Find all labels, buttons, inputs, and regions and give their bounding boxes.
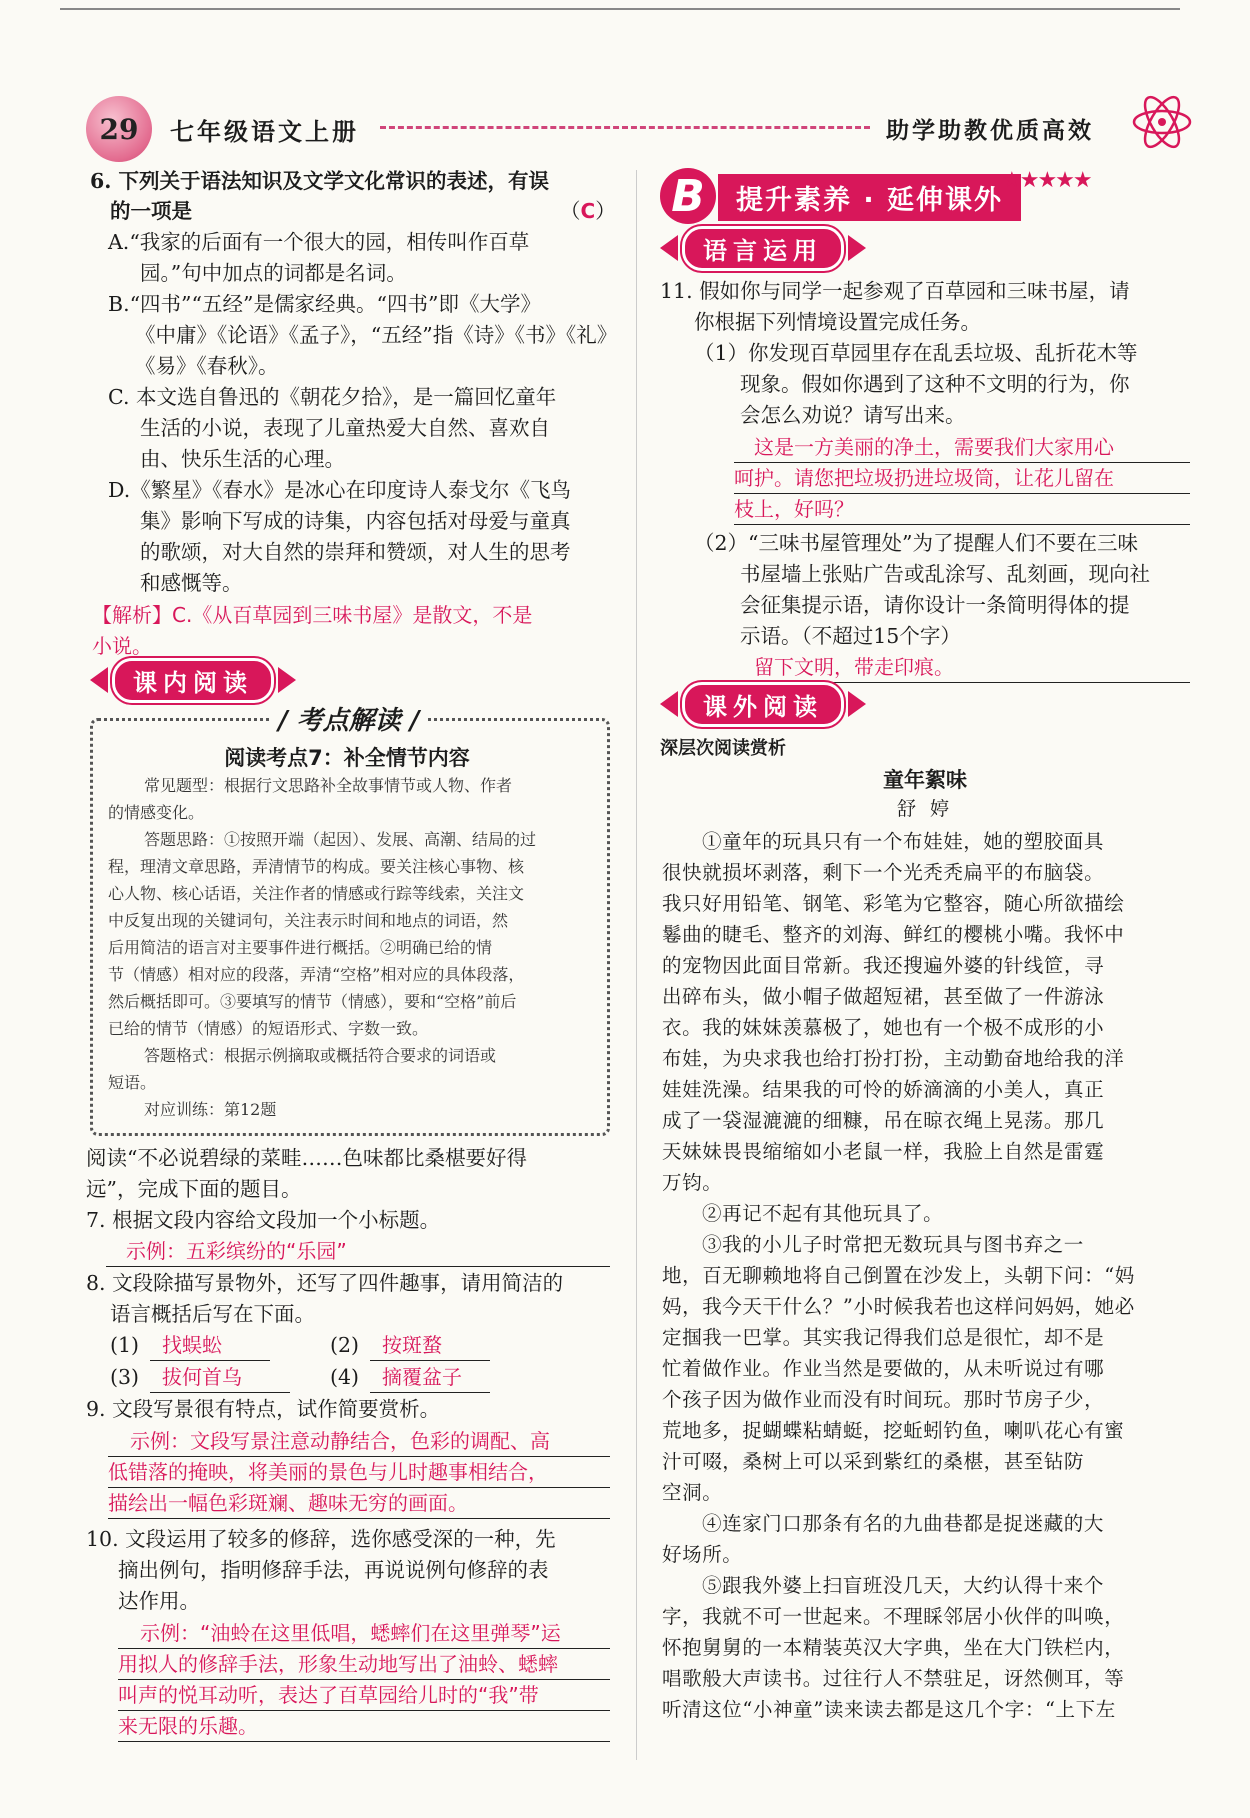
- q8-stem-line1: 8. 文段除描写景物外，还写了四件趣事，请用简洁的: [86, 1271, 564, 1295]
- essay-line: 忙着做作业。作业当然是要做的，从未听说过有哪: [662, 1357, 1105, 1380]
- essay-line: ②再记不起有其他玩具了。: [702, 1202, 944, 1225]
- section-label: 课内阅读: [112, 658, 274, 703]
- stars-decoration-icon: ★★★★★: [1002, 168, 1091, 193]
- reading-intro-line1: 阅读“不必说碧绿的菜畦……色味都比桑椹要好得: [86, 1146, 527, 1170]
- q8-answer-1: 找蜈蚣: [150, 1330, 270, 1361]
- q9-answer-line2: 低错落的掩映，将美丽的景色与儿时趣事相结合，: [108, 1457, 610, 1488]
- q9-answer-line3: 描绘出一幅色彩斑斓、趣味无穷的画面。: [108, 1488, 610, 1519]
- column-divider: [636, 170, 637, 1760]
- essay-line: 字，我就不可一世起来。不理睬邻居小伙伴的叫唤，: [662, 1605, 1125, 1628]
- essay-line: 成了一袋湿漉漉的细糠，吊在晾衣绳上晃荡。那几: [662, 1109, 1105, 1132]
- kaodian-line: 已给的情节（情感）的短语形式、字数一致。: [108, 1019, 429, 1038]
- arrow-right-icon: [278, 667, 296, 693]
- essay-line: 定掴我一巴掌。其实我记得我们总是很忙，却不是: [662, 1326, 1105, 1349]
- q6-analysis-line1: 【解析】C.《从百草园到三味书屋》是散文，不是: [92, 603, 533, 627]
- kaodian-line: 节（情感）相对应的段落，弄清“空格”相对应的具体段落，: [108, 965, 525, 984]
- essay-line: 听清这位“小神童”读来读去都是这几个字：“上下左: [662, 1698, 1116, 1721]
- q6-option-c-line2: 生活的小说，表现了儿童热爱大自然、喜欢自: [140, 416, 550, 440]
- q6-analysis-line2: 小说。: [92, 634, 152, 658]
- q11-1-answer-line3: 枝上，好吗？: [734, 494, 1190, 525]
- arrow-left-icon: [660, 691, 678, 717]
- essay-line: 的宠物因此面目常新。我还搜遍外婆的针线笸，寻: [662, 954, 1105, 977]
- essay-title: 童年絮味: [883, 768, 967, 792]
- kaodian-line: 然后概括即可。③要填写的情节（情感），要和“空格”前后: [108, 992, 517, 1011]
- section-label: 课外阅读: [682, 682, 844, 727]
- q11-1-answer-line2: 呵护。请您把垃圾扔进垃圾筒，让花儿留在: [734, 463, 1190, 494]
- header-motto: 助学助教优质高效: [886, 117, 1094, 144]
- q11-stem-line2: 你根据下列情境设置完成任务。: [694, 310, 981, 334]
- essay-author: 舒 婷: [896, 798, 954, 820]
- q11-2-line2: 书屋墙上张贴广告或乱涂写、乱刻画，现向社: [740, 562, 1150, 586]
- q10-stem-line2: 摘出例句，指明修辞手法，再说说例句修辞的表: [118, 1558, 549, 1582]
- q6-option-d-line1: D.《繁星》《春水》是冰心在印度诗人泰戈尔《飞鸟: [108, 478, 571, 502]
- section-tab-in-class-reading: [90, 660, 296, 700]
- essay-line: 我只好用铅笔、钢笔、彩笔为它整容，随心所欲描绘: [662, 892, 1125, 915]
- q11-1-line1: （1）你发现百草园里存在乱丢垃圾、乱折花木等: [694, 341, 1138, 365]
- q11-stem-line1: 11. 假如你与同学一起参观了百草园和三味书屋，请: [660, 279, 1130, 303]
- q6-answer-bracket: （C）: [560, 199, 616, 223]
- q6-option-b-line1: B.“四书”“五经”是儒家经典。“四书”即《大学》: [108, 292, 541, 316]
- arrow-left-icon: [90, 667, 108, 693]
- top-rule: [60, 8, 1180, 10]
- q6-option-a-line2: 园。”句中加点的词都是名词。: [140, 261, 407, 285]
- reading-intro-line2: 远”，完成下面的题目。: [86, 1177, 302, 1201]
- q6-option-d-line3: 的歌颂，对大自然的崇拜和赞颂，对人生的思考: [140, 540, 571, 564]
- essay-line: ⑤跟我外婆上扫盲班没几天，大约认得十来个: [702, 1574, 1105, 1597]
- q11-1-answer-line1: 这是一方美丽的净土，需要我们大家用心: [734, 432, 1190, 463]
- kaodian-line: 的情感变化。: [108, 803, 205, 822]
- q7-answer: 示例：五彩缤纷的“乐园”: [106, 1236, 610, 1267]
- essay-line: 鬈曲的睫毛、整齐的刘海、鲜红的樱桃小嘴。我怀中: [662, 923, 1125, 946]
- section-b-banner: [660, 168, 716, 224]
- essay-line: 好场所。: [662, 1543, 743, 1566]
- q9-answer-line1: 示例：文段写景注意动静结合，色彩的调配、高: [108, 1426, 610, 1457]
- essay-line: 地，百无聊赖地将自己倒置在沙发上，头朝下问：“妈: [662, 1264, 1135, 1287]
- q6-option-a-line1: A.“我家的后面有一个很大的园，相传叫作百草: [108, 230, 530, 254]
- q8-stem-line2: 语言概括后写在下面。: [110, 1302, 315, 1326]
- arrow-right-icon: [848, 691, 866, 717]
- section-label: 语言运用: [682, 226, 844, 271]
- page-number: 29: [99, 112, 139, 146]
- kaodian-line: 对应训练：第12题: [144, 1100, 277, 1119]
- essay-line: 出碎布头，做小帽子做超短裙，甚至做了一件游泳: [662, 985, 1105, 1008]
- q10-answer-line3: 叫声的悦耳动听，表达了百草园给儿时的“我”带: [118, 1680, 610, 1711]
- section-tab-language-use: [660, 228, 866, 268]
- q10-stem-line3: 达作用。: [118, 1589, 200, 1613]
- essay-line: 荒地多，捉蝴蝶粘蜻蜓，挖蚯蚓钓鱼，喇叭花心有蜜: [662, 1419, 1125, 1442]
- essay-line: 很快就损坏剥落，剩下一个光秃秃扁平的布脑袋。: [662, 861, 1105, 884]
- q10-answer-line2: 用拟人的修辞手法，形象生动地写出了油蛉、蟋蟀: [118, 1649, 610, 1680]
- q6-option-b-line2: 《中庸》《论语》《孟子》，“五经”指《诗》《书》《礼》: [135, 323, 618, 347]
- essay-line: 布娃，为央求我也给打扮打扮，主动勤奋地给我的洋: [662, 1047, 1125, 1070]
- deep-reading-label: 深层次阅读赏析: [660, 738, 786, 759]
- kaodian-line: 短语。: [108, 1073, 157, 1092]
- essay-line: 衣。我的妹妹羡慕极了，她也有一个极不成形的小: [662, 1016, 1105, 1039]
- q8-answer-4: 摘覆盆子: [370, 1362, 490, 1393]
- q6-stem-line1: 6. 下列关于语法知识及文学文化常识的表述，有误: [90, 169, 550, 193]
- q6-stem-line2: 的一项是: [110, 199, 192, 223]
- kaodian-line: 答题思路：①按照开端（起因）、发展、高潮、结局的过: [144, 830, 537, 849]
- q8-item-1: (1): [110, 1333, 140, 1357]
- arrow-left-icon: [660, 235, 678, 261]
- q10-answer-line1: 示例：“油蛉在这里低唱，蟋蟀们在这里弹琴”运: [118, 1618, 610, 1649]
- kaodian-title: / 考点解读 /: [270, 700, 427, 737]
- q10-stem-line1: 10. 文段运用了较多的修辞，选你感受深的一种，先: [86, 1527, 556, 1551]
- section-b-title: 提升素养 · 延伸课外: [718, 174, 1021, 221]
- essay-line: ①童年的玩具只有一个布娃娃，她的塑胶面具: [702, 830, 1105, 853]
- kaodian-subtitle: 阅读考点7：补全情节内容: [224, 746, 470, 770]
- page-number-badge: [86, 96, 152, 162]
- section-b-letter: B: [660, 168, 716, 224]
- arrow-right-icon: [848, 235, 866, 261]
- q11-2-answer: 留下文明，带走印痕。: [734, 652, 1190, 683]
- kaodian-line: 常见题型：根据行文思路补全故事情节或人物、作者: [144, 776, 513, 795]
- q6-option-c-line1: C. 本文选自鲁迅的《朝花夕拾》，是一篇回忆童年: [108, 385, 557, 409]
- q11-2-line4: 示语。（不超过15个字）: [740, 624, 961, 648]
- q8-item-2: (2): [330, 1333, 360, 1357]
- essay-line: 唱歌般大声读书。过往行人不禁驻足，讶然侧耳，等: [662, 1667, 1125, 1690]
- q11-1-line3: 会怎么劝说？请写出来。: [740, 403, 966, 427]
- kaodian-line: 后用简洁的语言对主要事件进行概括。②明确已给的情: [108, 938, 493, 957]
- kaodian-line: 程，理清文章思路，弄清情节的构成。要关注核心事物、核: [108, 857, 525, 876]
- q8-item-3: (3): [110, 1365, 140, 1389]
- q8-item-4: (4): [330, 1365, 360, 1389]
- kaodian-body: [108, 772, 586, 1123]
- q6-option-b-line3: 《易》《春秋》。: [135, 354, 279, 378]
- essay-line: 万钧。: [662, 1171, 723, 1194]
- q11-2-line1: （2）“三味书屋管理处”为了提醒人们不要在三味: [694, 531, 1139, 555]
- essay-line: 空洞。: [662, 1481, 723, 1504]
- q11-2-line3: 会征集提示语，请你设计一条简明得体的提: [740, 593, 1130, 617]
- essay-line: 个孩子因为做作业而没有时间玩。那时节房子少，: [662, 1388, 1105, 1411]
- q8-answer-3: 拔何首乌: [150, 1362, 290, 1393]
- essay-line: ④连家门口那条有名的九曲巷都是捉迷藏的大: [702, 1512, 1105, 1535]
- kaodian-line: 心人物、核心话语，关注作者的情感或行踪等线索，关注文: [108, 884, 525, 903]
- q11-1-line2: 现象。假如你遇到了这种不文明的行为，你: [740, 372, 1130, 396]
- q9-stem: 9. 文段写景很有特点，试作简要赏析。: [86, 1397, 441, 1421]
- q6-option-c-line3: 由、快乐生活的心理。: [140, 447, 345, 471]
- essay-line: 怀抱舅舅的一本精装英汉大字典，坐在大门铁栏内，: [662, 1636, 1125, 1659]
- q6-answer: C: [580, 199, 596, 223]
- essay-body: [662, 826, 1192, 1725]
- essay-line: 娃娃洗澡。结果我的可怜的娇滴滴的小美人，真正: [662, 1078, 1105, 1101]
- q8-answer-2: 按斑蝥: [370, 1330, 490, 1361]
- essay-line: ③我的小儿子时常把无数玩具与图书弃之一: [702, 1233, 1084, 1256]
- header-dashed-line: [380, 126, 870, 129]
- section-tab-extracurricular-reading: [660, 684, 866, 724]
- atom-icon: [1130, 90, 1194, 154]
- essay-line: 汁可啜，桑树上可以采到紫红的桑椹，甚至钻防: [662, 1450, 1085, 1473]
- kaodian-line: 中反复出现的关键词句，关注表示时间和地点的词语，然: [108, 911, 509, 930]
- essay-line: 妈，我今天干什么？”小时候我若也这样问妈妈，她必: [662, 1295, 1135, 1318]
- q6-option-d-line2: 集》影响下写成的诗集，内容包括对母爱与童真: [140, 509, 571, 533]
- essay-line: 天妹妹畏畏缩缩如小老鼠一样，我脸上自然是雷霆: [662, 1140, 1105, 1163]
- q7-stem: 7. 根据文段内容给文段加一个小标题。: [86, 1208, 441, 1232]
- q6-option-d-line4: 和感慨等。: [140, 571, 243, 595]
- kaodian-line: 答题格式：根据示例摘取或概括符合要求的词语或: [144, 1046, 497, 1065]
- q10-answer-line4: 来无限的乐趣。: [118, 1711, 610, 1742]
- book-title: 七年级语文上册: [170, 117, 359, 146]
